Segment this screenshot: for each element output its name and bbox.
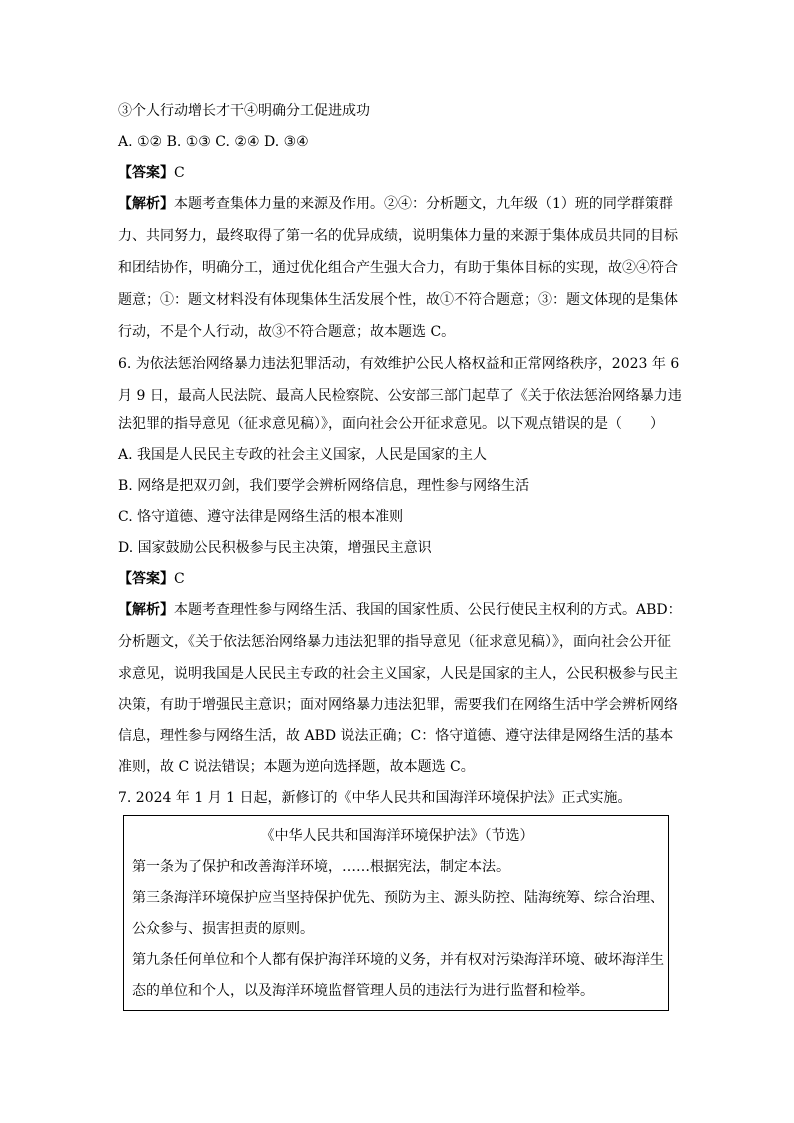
q6-stem-line: 6. 为依法惩治网络暴力违法犯罪活动，有效维护公民人格权益和正常网络秩序，2023 年 6 [118,356,680,372]
q6-answer [118,569,678,589]
q6-analysis-line: 求意见，说明我国是人民民主专政的社会主义国家，人民是国家的主人，公民积极参与民主 [118,666,678,682]
law-excerpt-box [123,815,669,1011]
answer-label: 【答案】 [118,165,174,181]
q5-answer [118,163,678,183]
q6-stem-line: 月 9 日，最高人民法院、最高人民检察院、公安部三部门起草了《关于依法惩治网络暴力违 [118,388,682,404]
answer-value: C [174,165,185,181]
law-excerpt-line: 态的单位和个人，以及海洋环境监督管理人员的违法行为进行监督和检举。 [132,983,594,999]
q6-option-c: C. 恪守道德、遵守法律是网络生活的根本准则 [118,509,404,525]
law-excerpt-line: 第一条为了保护和改善海洋环境，……根据宪法，制定本法。 [132,859,510,875]
q6-analysis-line: 信息，理性参与网络生活，故 ABD 说法正确；C：恪守道德、遵守法律是网络生活的基本 [118,728,674,744]
q6-analysis-line: 准则，故 C 说法错误；本题为逆向选择题，故本题选 C。 [118,759,475,775]
answer-label: 【答案】 [118,571,174,587]
analysis-label: 【解析】 [118,196,174,212]
q6-option-a: A. 我国是人民民主专政的社会主义国家，人民是国家的主人 [118,447,488,463]
law-excerpt-line: 第三条海洋环境保护应当坚持保护优先、预防为主、源头防控、陆海统筹、综合治理、 [132,890,664,906]
q6-option-d: D. 国家鼓励公民积极参与民主决策，增强民主意识 [118,540,432,556]
q5-analysis-line: 题意；①：题文材料没有体现集体生活发展个性，故①不符合题意；③：题文体现的是集体 [118,292,678,308]
analysis-label: 【解析】 [118,602,174,618]
answer-value: C [174,571,185,587]
q5-analysis-line: 行动，不是个人行动，故③不符合题意；故本题选 C。 [118,324,456,340]
law-excerpt-line: 公众参与、损害担责的原则。 [132,921,314,937]
q6-option-b: B. 网络是把双刃剑，我们要学会辨析网络信息，理性参与网络生活 [118,478,530,494]
q6-analysis-line: 决策，有助于增强民主意识；面对网络暴力违法犯罪，需要我们在网络生活中学会辨析网络 [118,697,678,713]
law-excerpt-title: 《中华人民共和国海洋环境保护法》（节选） [260,828,534,844]
law-excerpt-line: 第九条任何单位和个人都有保护海洋环境的义务，并有权对污染海洋环境、破坏海洋生 [132,952,664,968]
q5-analysis-line: 力、共同努力，最终取得了第一名的优异成绩，说明集体力量的来源于集体成员共同的目标 [118,228,678,244]
q7-stem: 7. 2024 年 1 月 1 日起，新修订的《中华人民共和国海洋环境保护法》正式实施。 [118,790,632,806]
q5-analysis-line: 和团结协作，明确分工，通过优化组合产生强大合力，有助于集体目标的实现，故②④符合 [118,260,678,276]
q6-analysis-line: 【解析】本题考查理性参与网络生活、我国的国家性质、公民行使民主权利的方式。ABD： [118,602,682,618]
q6-analysis-line: 分析题文，《关于依法惩治网络暴力违法犯罪的指导意见（征求意见稿）》，面向社会公开征 [118,634,671,650]
q5-analysis-line: 【解析】本题考查集体力量的来源及作用。②④：分析题文，九年级（1）班的同学群策群 [118,196,673,212]
q6-stem-line: 法犯罪的指导意见（征求意见稿）》，面向社会公开征求意见。以下观点错误的是（ ） [118,416,664,432]
q5-choices: A. ①② B. ①③ C. ②④ D. ③④ [118,134,309,150]
q5-option-line: ③个人行动增长才干④明确分工促进成功 [118,103,370,119]
